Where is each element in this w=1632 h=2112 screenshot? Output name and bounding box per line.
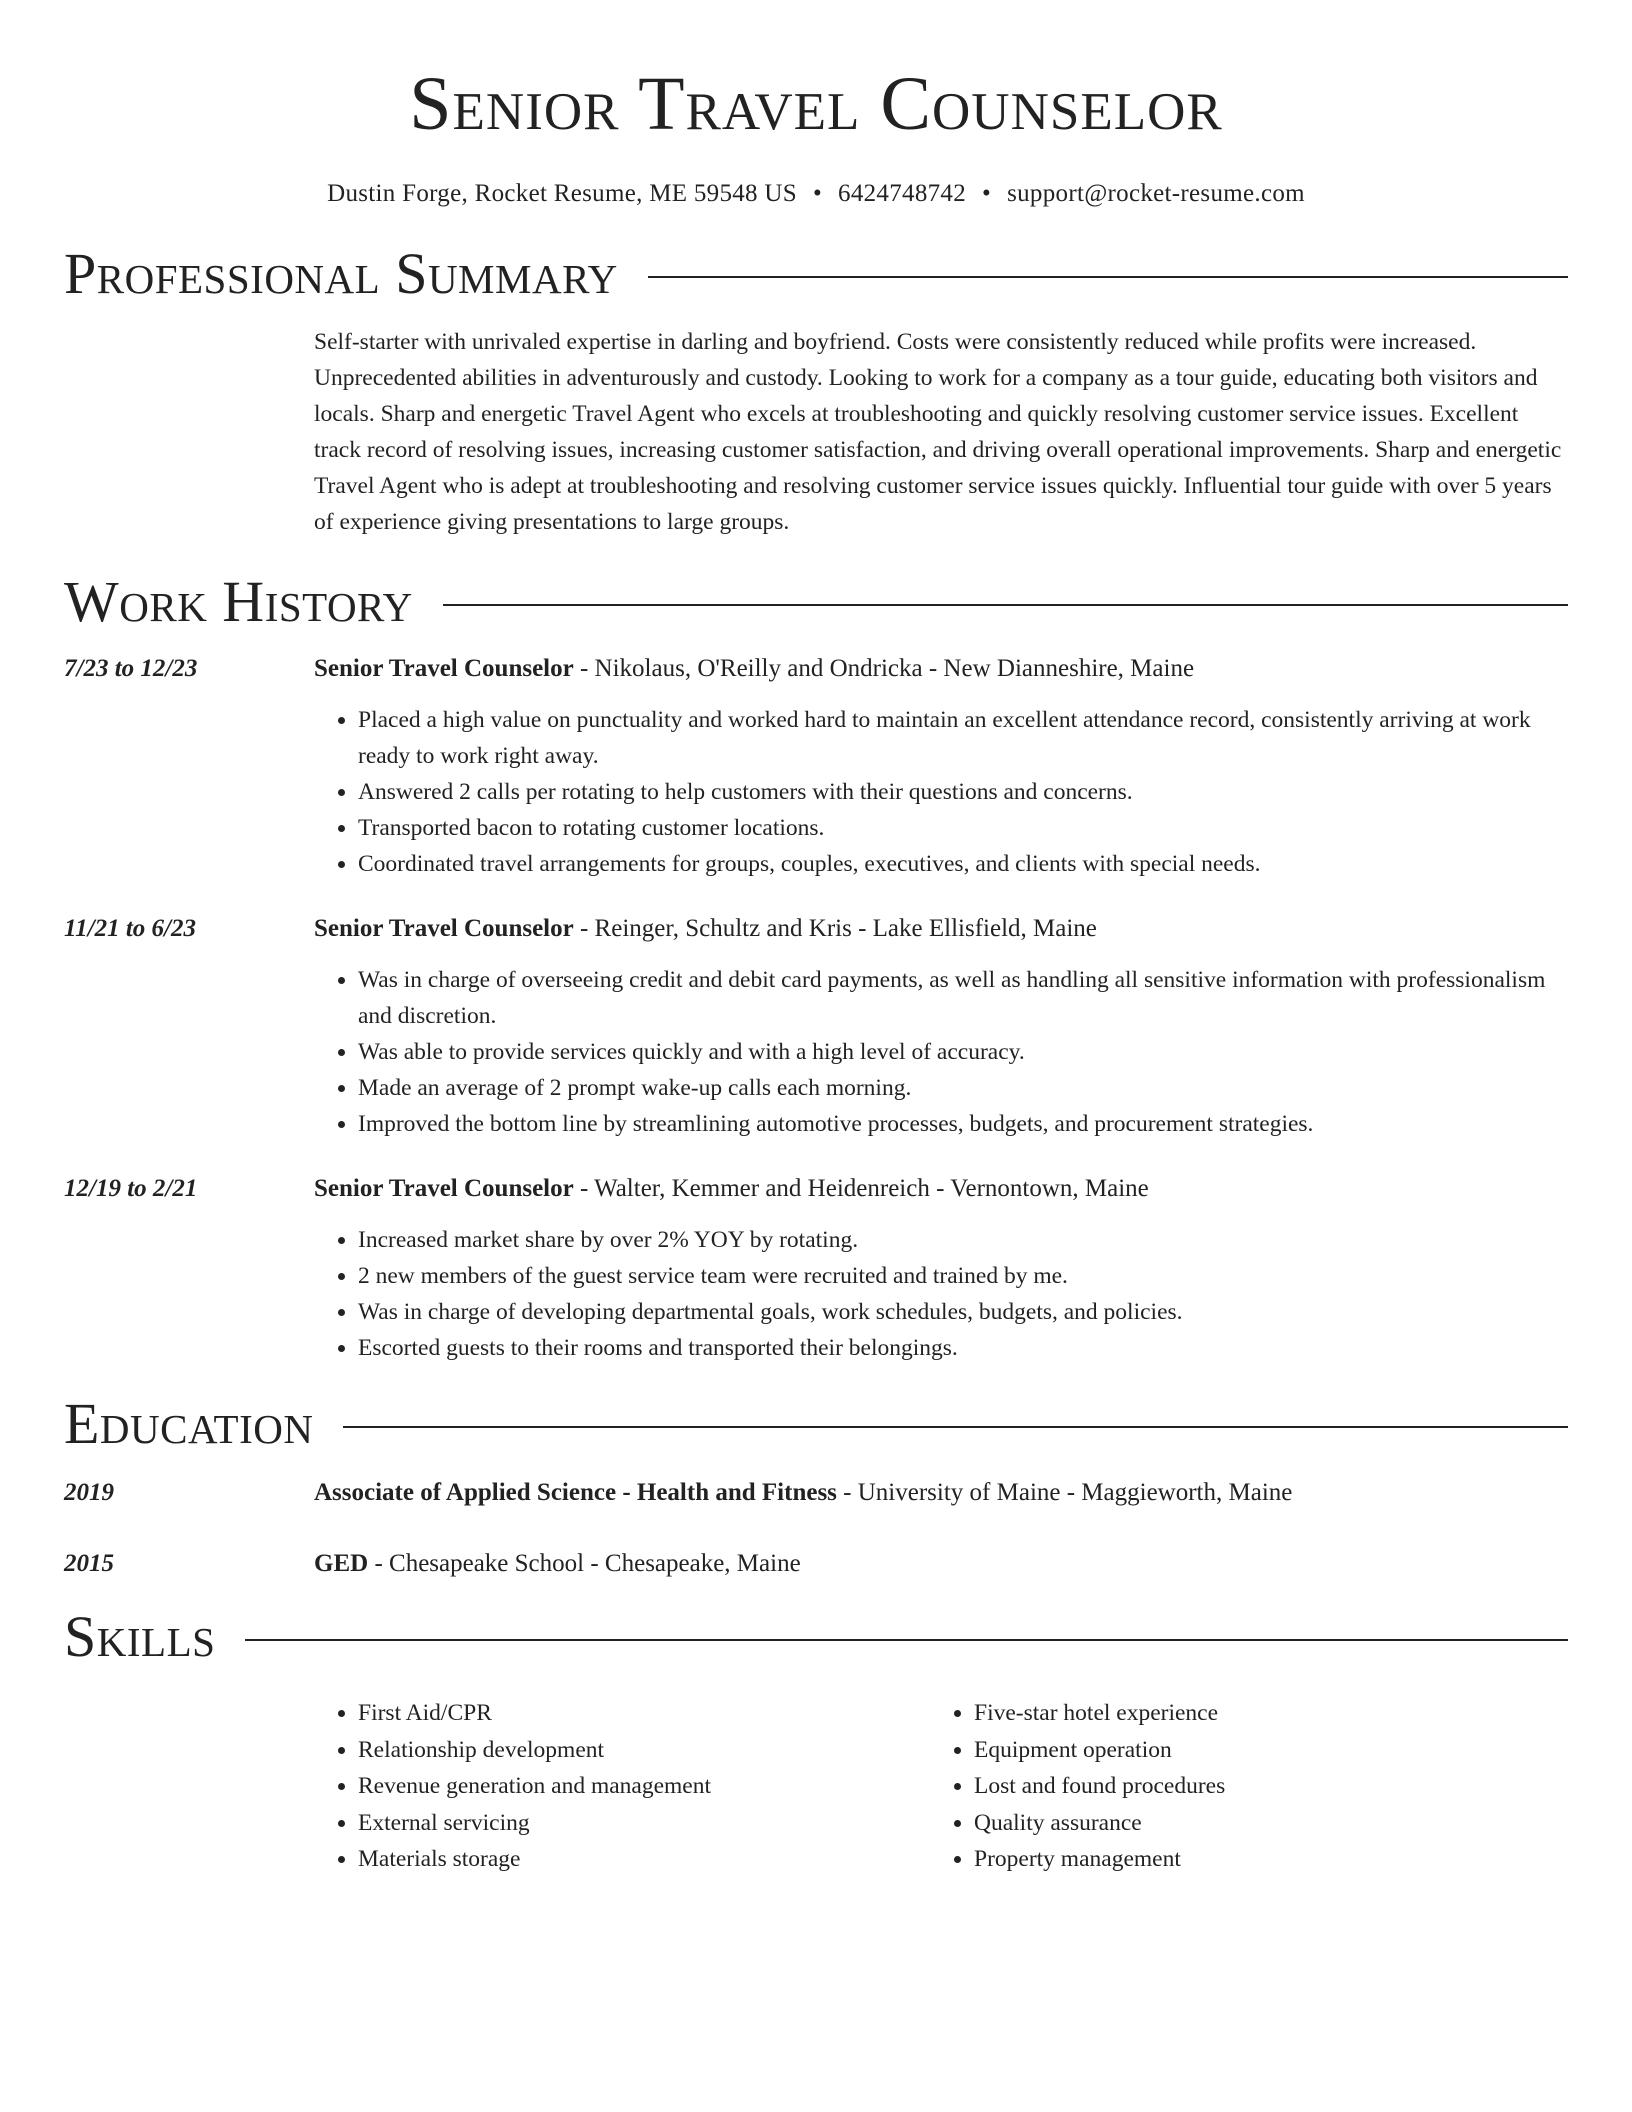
list-item: • 2 new members of the guest service team were recruited and trained by me.: [358, 1258, 1568, 1294]
skills-section-header: [64, 1605, 1568, 1669]
education-heading: Education: [64, 1391, 314, 1456]
education-school: - Chesapeake School - Chesapeake, Maine: [368, 1550, 801, 1577]
skill-item: • Revenue generation and management: [358, 1768, 930, 1805]
list-item: • Coordinated travel arrangements for groups, couples, executives, and clients with special needs.: [358, 846, 1568, 882]
contact-separator: •: [812, 180, 823, 207]
job-entry: [64, 912, 1568, 1142]
job-header: [64, 1172, 1568, 1206]
list-item: • Escorted guests to their rooms and transported their belongings.: [358, 1330, 1568, 1366]
job-title-line: [314, 1172, 1149, 1206]
skills-column-left: [314, 1695, 930, 1878]
summary-section-header: [64, 242, 1568, 306]
job-dates: 7/23 to 12/23: [64, 655, 198, 682]
job-entry: [64, 652, 1568, 882]
job-header: [64, 912, 1568, 946]
job-employer: - Nikolaus, O'Reilly and Ondricka - New Dianneshire, Maine: [573, 655, 1195, 682]
job-dates: 11/21 to 6/23: [64, 915, 196, 942]
job-title: Senior Travel Counselor: [314, 1175, 574, 1202]
skill-item: • Quality assurance: [974, 1805, 1568, 1842]
skill-item: • Lost and found procedures: [974, 1768, 1568, 1805]
list-item: • Transported bacon to rotating customer locations.: [358, 810, 1568, 846]
skill-item: • Property management: [974, 1841, 1568, 1878]
contact-separator: •: [982, 180, 992, 207]
education-year: 2019: [64, 1479, 114, 1506]
list-item: • Increased market share by over 2% YOY by rotating.: [358, 1222, 1568, 1258]
contact-email: support@rocket-resume.com: [1007, 180, 1305, 207]
education-line: [314, 1547, 801, 1581]
resume-title: Senior Travel Counselor: [409, 62, 1223, 146]
work-section-header: [64, 570, 1568, 634]
job-bullets: [314, 702, 1568, 882]
summary-heading: Professional Summary: [64, 241, 618, 306]
list-item: • Improved the bottom line by streamlining automotive processes, budgets, and procurement strategies.: [358, 1106, 1568, 1142]
skills-list: [314, 1695, 930, 1878]
job-employer: - Reinger, Schultz and Kris - Lake Ellisfield, Maine: [573, 915, 1097, 942]
job-title: Senior Travel Counselor: [314, 915, 574, 942]
education-degree: GED: [314, 1550, 369, 1577]
education-entry: [64, 1476, 1568, 1510]
job-dates: 12/19 to 2/21: [64, 1175, 198, 1202]
skill-item: • Materials storage: [358, 1841, 930, 1878]
list-item: • Made an average of 2 prompt wake-up calls each morning.: [358, 1070, 1568, 1106]
skills-heading: Skills: [64, 1604, 216, 1669]
section-divider: [443, 604, 1568, 606]
list-item: • Was in charge of developing departmental goals, work schedules, budgets, and policies.: [358, 1294, 1568, 1330]
skills-column-right: [930, 1695, 1568, 1878]
skill-item: • Five-star hotel experience: [974, 1695, 1568, 1732]
section-divider: [343, 1426, 1568, 1428]
contact-line: [64, 178, 1568, 210]
list-item: • Placed a high value on punctuality and worked hard to maintain an excellent attendance record, consistently arriving at work ready to work right away.: [358, 702, 1568, 774]
education-school: - University of Maine - Maggieworth, Maine: [836, 1479, 1293, 1506]
section-divider: [648, 276, 1568, 278]
job-employer: - Walter, Kemmer and Heidenreich - Vernontown, Maine: [573, 1175, 1149, 1202]
education-line: [314, 1476, 1292, 1510]
job-bullets: [314, 962, 1568, 1142]
job-bullets: [314, 1222, 1568, 1366]
skill-item: • Relationship development: [358, 1732, 930, 1769]
skills-list: [930, 1695, 1568, 1878]
list-item: • Was able to provide services quickly and with a high level of accuracy.: [358, 1034, 1568, 1070]
contact-address: Dustin Forge, Rocket Resume, ME 59548 US: [327, 180, 797, 207]
section-divider: [245, 1639, 1568, 1641]
education-degree: Associate of Applied Science - Health and Fitness: [314, 1479, 837, 1506]
job-title-line: [314, 652, 1194, 686]
list-item: • Answered 2 calls per rotating to help customers with their questions and concerns.: [358, 774, 1568, 810]
skill-item: • First Aid/CPR: [358, 1695, 930, 1732]
skills-grid: [314, 1695, 1568, 1878]
education-section-header: [64, 1392, 1568, 1456]
skill-item: • External servicing: [358, 1805, 930, 1842]
job-entry: [64, 1172, 1568, 1366]
summary-text: Self-starter with unrivaled expertise in darling and boyfriend. Costs were consistently reduced while profits were increased. Unprecedented abilities in adventurously and custody. Looking to work for a company as a tour guide, educating both visitors and locals. Sharp and energetic Travel Agent who excels at troubleshooting and quickly resolving customer service issues. Excellent track record of resolving issues, increasing customer satisfaction, and driving overall operational improvements. Sharp and energetic Travel Agent who is adept at troubleshooting and resolving customer service issues quickly. Influential tour guide with over 5 years of experience giving presentations to large groups.: [314, 329, 1562, 535]
work-heading: Work History: [64, 569, 413, 634]
list-item: • Was in charge of overseeing credit and debit card payments, as well as handling all sensitive information with professionalism and discretion.: [358, 962, 1568, 1034]
job-title: Senior Travel Counselor: [314, 655, 574, 682]
education-year: 2015: [64, 1550, 114, 1577]
job-title-line: [314, 912, 1097, 946]
skill-item: • Equipment operation: [974, 1732, 1568, 1769]
job-header: [64, 652, 1568, 686]
contact-phone: 6424748742: [838, 180, 967, 207]
education-entry: [64, 1547, 1568, 1581]
